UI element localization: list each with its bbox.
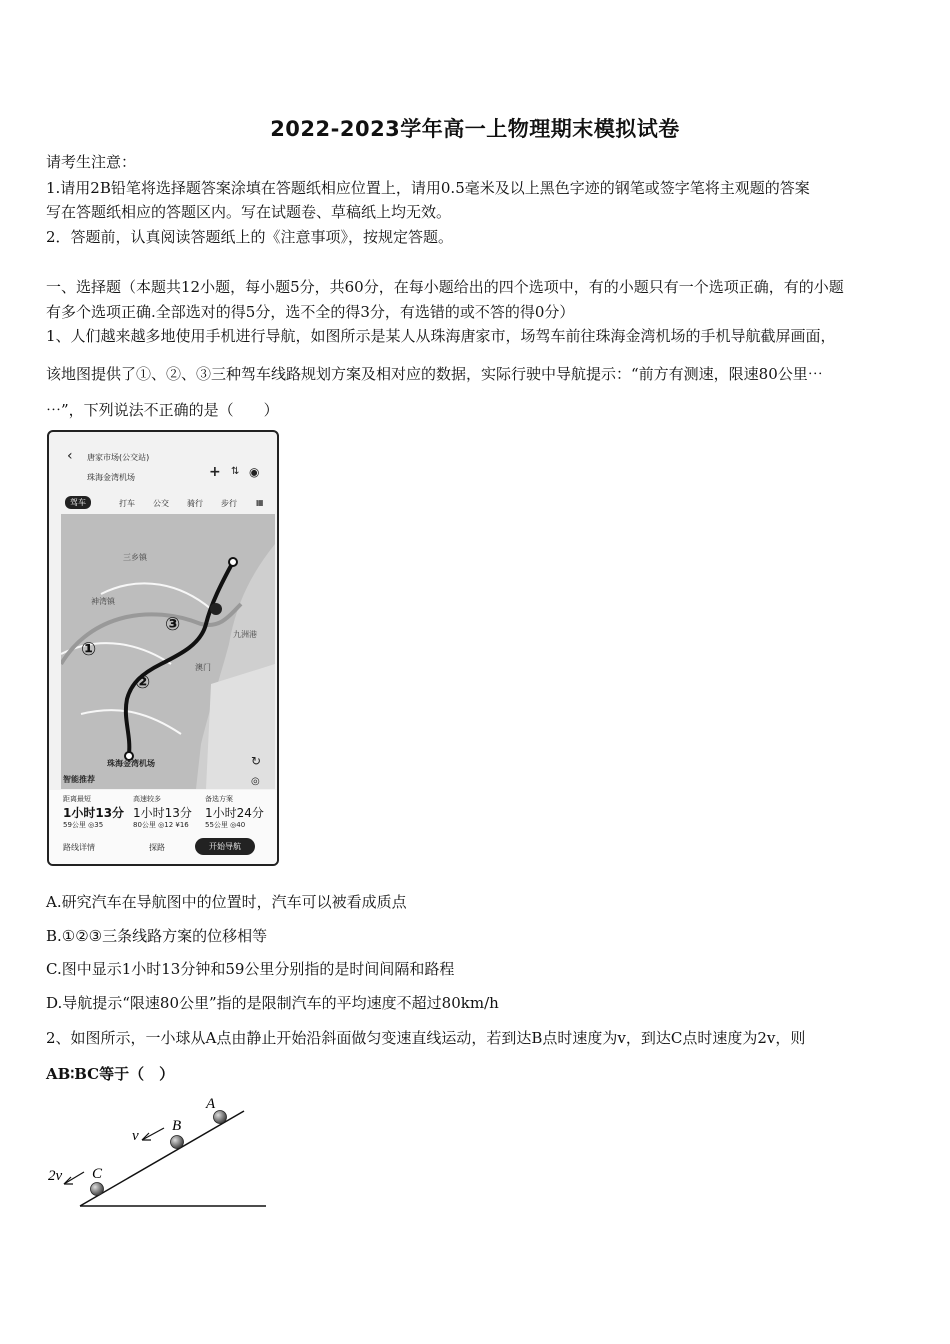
- incline-diagram: [46, 1090, 276, 1215]
- q1-option-d: D.导航提示“限速80公里”指的是限制汽车的平均速度不超过80km/h: [46, 994, 499, 1012]
- q1-stem-3: ⋯”，下列说法不正确的是（ ）: [46, 401, 279, 419]
- navigation-screenshot: [47, 430, 279, 866]
- route-3-time: 1小时24分: [205, 806, 264, 820]
- mode-bus: 公交: [153, 499, 169, 508]
- locate-icon: ◎: [251, 776, 260, 787]
- map-label-jiuzhou: 九洲港: [233, 630, 257, 639]
- route-2-detail: 80公里 ◎12 ¥16: [133, 821, 189, 829]
- q1-option-a: A.研究汽车在导航图中的位置时，汽车可以被看成质点: [46, 893, 407, 911]
- section-instructions-2: 有多个选项正确.全部选对的得5分，选不全的得3分，有选错的或不答的得0分）: [46, 303, 575, 321]
- route-1-detail: 59公里 ◎35: [63, 821, 104, 829]
- label-v: v: [132, 1128, 139, 1144]
- section-instructions-1: 一、选择题（本题共12小题，每小题5分，共60分，在每小题给出的四个选项中，有的小题只有一个选项正确，有的小题: [46, 278, 844, 296]
- q1-stem-2: 该地图提供了①、②、③三种驾车线路规划方案及相对应的数据，实际行驶中导航提示：“前方有测速，限速80公里⋯: [46, 365, 823, 383]
- smart-recommend-tag: 智能推荐: [63, 775, 95, 784]
- mode-walk: 步行: [221, 499, 237, 508]
- incline-surface: [80, 1111, 244, 1206]
- map-label-airport: 珠海金湾机场: [107, 759, 155, 768]
- mode-drive: 驾车: [65, 496, 91, 509]
- grid-icon: ▦: [256, 498, 264, 507]
- route-map: [61, 514, 275, 789]
- q1-stem-1: 1、人们越来越多地使用手机进行导航，如图所示是某人从珠海唐家市，场驾车前往珠海金湾机场的手机导航截屏画面，: [46, 327, 836, 345]
- route-1-time: 1小时13分: [63, 806, 125, 820]
- start-navigation-button: 开始导航: [195, 838, 255, 855]
- destination-label: 珠海金湾机场: [87, 473, 135, 482]
- mode-taxi: 打车: [119, 499, 135, 508]
- refresh-icon: ↻: [251, 754, 262, 768]
- car-icon: ◉: [249, 465, 260, 479]
- label-c: C: [92, 1166, 103, 1182]
- label-2v: 2v: [48, 1168, 63, 1184]
- mode-bike: 骑行: [187, 499, 203, 508]
- q2-stem-2: AB∶BC等于（ ）: [46, 1065, 175, 1083]
- ball-a: [214, 1111, 227, 1124]
- ball-b: [171, 1136, 184, 1149]
- route-marker-1: ①: [81, 639, 97, 660]
- map-label-sanxiang: 三乡镇: [123, 553, 147, 562]
- page-title: 2022-2023学年高一上物理期末模拟试卷: [270, 117, 680, 141]
- explore-button: 探路: [149, 843, 165, 852]
- map-label-macau: 澳门: [195, 663, 211, 672]
- route-details-button: 路线详情: [63, 843, 95, 852]
- label-b: B: [172, 1118, 182, 1134]
- origin-label: 唐家市场(公交站): [87, 453, 150, 462]
- route-3-detail: 55公里 ◎40: [205, 821, 246, 829]
- label-a: A: [206, 1096, 216, 1112]
- route-3-tag: 备选方案: [205, 795, 233, 803]
- route-2-time: 1小时13分: [133, 806, 192, 820]
- q2-stem-1: 2、如图所示，一小球从A点由静止开始沿斜面做匀变速直线运动，若到达B点时速度为v，到达C点时速度为2v，则: [46, 1029, 806, 1047]
- route-1-tag: 距离最短: [63, 795, 91, 803]
- notice-heading: 请考生注意：: [46, 153, 137, 171]
- add-icon: +: [209, 464, 221, 480]
- notice-item-1b: 写在答题纸相应的答题区内。写在试题卷、草稿纸上均无效。: [46, 203, 452, 221]
- route-marker-3: ③: [165, 614, 181, 635]
- ball-c: [91, 1183, 104, 1196]
- velocity-arrow-c: [64, 1172, 84, 1184]
- notice-item-1a: 1.请用2B铅笔将选择题答案涂填在答题纸相应位置上，请用0.5毫米及以上黑色字迹的钢笔或签字笔将主观题的答案: [46, 179, 810, 197]
- q1-option-c: C.图中显示1小时13分钟和59公里分别指的是时间间隔和路程: [46, 960, 455, 978]
- route-marker-2: ②: [135, 672, 151, 693]
- notice-item-2: 2．答题前，认真阅读答题纸上的《注意事项》，按规定答题。: [46, 228, 454, 246]
- q1-option-b: B.①②③三条线路方案的位移相等: [46, 927, 268, 945]
- back-arrow-icon: ‹: [67, 448, 73, 464]
- map-label-shenwan: 神湾镇: [91, 597, 115, 606]
- velocity-arrow-b: [142, 1128, 164, 1140]
- route-2-tag: 高速较多: [133, 795, 161, 803]
- swap-icon: ⇅: [231, 466, 240, 477]
